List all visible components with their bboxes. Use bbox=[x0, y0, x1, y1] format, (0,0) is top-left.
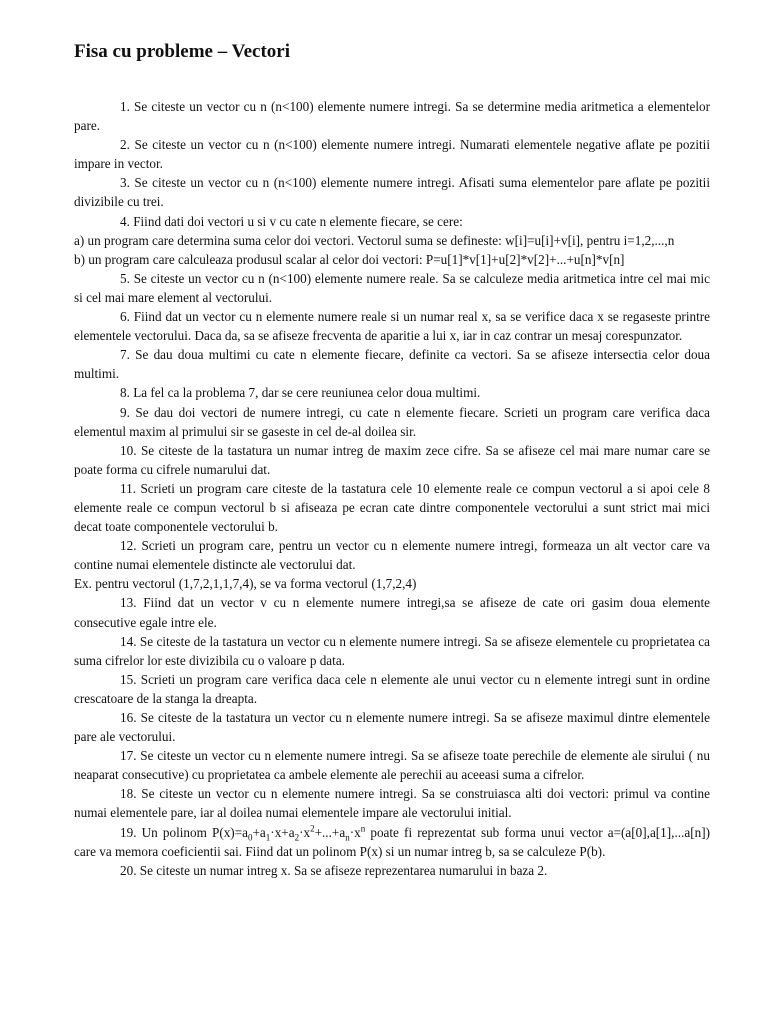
problem-paragraph: a) un program care determina suma celor doi vectori. Vectorul suma se defineste: w[i]=u[i]+v[i], pentru i=1,2,...,n bbox=[74, 232, 675, 248]
problem-paragraph: 12. Scrieti un program care, pentru un vector cu n elemente numere intregi, formeaza un alt vector care va contine numai elementele distincte ale vectorului dat. bbox=[74, 538, 710, 573]
problem-paragraph: 18. Se citeste un vector cu n elemente numere intregi. Sa se construiasca alti doi vectori: primul va contine numai elementele pare, iar al doilea numai elementele impare ale vectorului initial. bbox=[74, 786, 710, 821]
problem-paragraph: 14. Se citeste de la tastatura un vector cu n elemente numere intregi. Sa se afiseze elementele cu proprietatea ca suma cifrelor lor este divizibila cu o valoare p data. bbox=[74, 633, 710, 668]
p19-t2: ·x+a bbox=[270, 824, 295, 840]
p19-rest: poate fi reprezentat sub forma unui vector a=(a[0],a[1],...a[n]) care va memora coeficientii sai. Fiind dat un polinom P(x) si un numar intreg b, sa se calculeze P(b). bbox=[74, 824, 710, 859]
p19-sup-n: n bbox=[360, 823, 366, 834]
problem-paragraph: 9. Se dau doi vectori de numere intregi, cu cate n elemente fiecare. Scrieti un program care verifica daca elementul maxim al primului sir se gaseste in cel de-al doilea sir. bbox=[74, 404, 710, 439]
problem-paragraph: 2. Se citeste un vector cu n (n<100) elemente numere intregi. Numarati elementele negative aflate pe pozitii impare in vector. bbox=[74, 137, 710, 172]
problem-paragraph: 1. Se citeste un vector cu n (n<100) elemente numere intregi. Sa se determine media aritmetica a elementelor pare. bbox=[74, 99, 710, 134]
page-title: Fisa cu probleme – Vectori bbox=[74, 41, 291, 62]
p19-t4: +...+a bbox=[314, 824, 346, 840]
p19-sub-2: 2 bbox=[294, 832, 300, 843]
problem-20: 20. Se citeste un numar intreg x. Sa se afiseze reprezentarea numarului in baza 2. bbox=[120, 862, 548, 878]
problem-list bbox=[74, 97, 710, 880]
problem-paragraph: b) un program care calculeaza produsul scalar al celor doi vectori: P=u[1]*v[1]+u[2]*v[2]+...+u[n]*v[n] bbox=[74, 251, 625, 267]
problem-paragraph: 13. Fiind dat un vector v cu n elemente numere intregi,sa se afiseze de cate ori gasim doua elemente consecutive egale intre ele. bbox=[74, 595, 710, 630]
problem-paragraph: 6. Fiind dat un vector cu n elemente numere reale si un numar real x, sa se verifice daca x se regaseste printre elementele vectorului. Daca da, sa se afiseze frecventa de aparitie a lui x, iar in caz contrar un mesaj corespunzator. bbox=[74, 309, 710, 344]
p19-t1: +a bbox=[252, 824, 266, 840]
problem-paragraph: 5. Se citeste un vector cu n (n<100) elemente numere reale. Sa se calculeze media aritmetica intre cel mai mic si cel mai mare element al vectorului. bbox=[74, 270, 710, 305]
p19-sub-n: n bbox=[345, 832, 350, 843]
problem-paragraph: 16. Se citeste de la tastatura un vector cu n elemente numere intregi. Sa se afiseze maximul dintre elementele pare ale vectorului. bbox=[74, 710, 710, 745]
problem-paragraph: 15. Scrieti un program care verifica daca cele n elemente ale unui vector cu n elemente intregi sunt in ordine crescatoare de la stanga la dreapta. bbox=[74, 671, 710, 706]
p19-sub-0: 0 bbox=[248, 832, 253, 843]
problem-19 bbox=[74, 823, 710, 861]
p19-lead: 19. Un polinom P(x)=a bbox=[120, 824, 248, 840]
p19-sub-1: 1 bbox=[265, 832, 271, 843]
problem-paragraph: 7. Se dau doua multimi cu cate n elemente fiecare, definite ca vectori. Sa se afiseze intersectia celor doua multimi. bbox=[74, 347, 710, 382]
p19-t3: ·x bbox=[299, 824, 311, 840]
problem-paragraph: 4. Fiind dati doi vectori u si v cu cate n elemente fiecare, se cere: bbox=[120, 213, 463, 229]
p19-sup-2: 2 bbox=[310, 823, 315, 834]
problem-paragraph: 11. Scrieti un program care citeste de la tastatura cele 10 elemente reale ce compun vectorul a si apoi cele 8 elemente reale ce compun vectorul b si afiseaza pe ecran cate dintre componentele vectorului a sunt strict mai mici decat toate componentele vectorului b. bbox=[74, 480, 710, 535]
p19-t5: ·x bbox=[349, 824, 361, 840]
problem-paragraph: 3. Se citeste un vector cu n (n<100) elemente numere intregi. Afisati suma elementelor pare aflate pe pozitii divizibile cu trei. bbox=[74, 175, 710, 210]
problem-paragraph: 10. Se citeste de la tastatura un numar intreg de maxim zece cifre. Sa se afiseze cel mai mare numar care se poate forma cu cifrele numarului dat. bbox=[74, 442, 710, 477]
problem-paragraph: Ex. pentru vectorul (1,7,2,1,1,7,4), se va forma vectorul (1,7,2,4) bbox=[74, 576, 417, 592]
problem-paragraph: 8. La fel ca la problema 7, dar se cere reuniunea celor doua multimi. bbox=[120, 385, 481, 401]
problem-paragraph: 17. Se citeste un vector cu n elemente numere intregi. Sa se afiseze toate perechile de elemente ale sirului ( nu neaparat consecutive) cu proprietatea ca ambele elemente ale perechii au aceeasi suma a cifrelor. bbox=[74, 748, 710, 783]
